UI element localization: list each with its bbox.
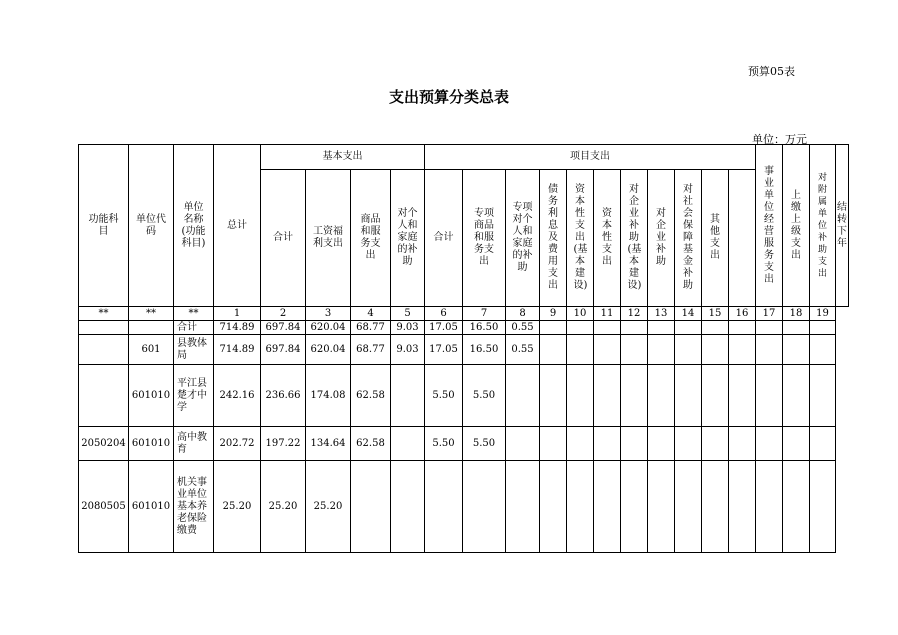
cell-special-personal: 0.55 bbox=[506, 335, 540, 365]
table-row bbox=[79, 461, 849, 553]
cell-empty bbox=[810, 461, 836, 553]
cell-wage: 620.04 bbox=[306, 321, 351, 335]
table-row bbox=[79, 321, 849, 335]
cell-name: 县教体局 bbox=[174, 335, 214, 365]
cell-empty bbox=[783, 427, 810, 461]
cell-empty bbox=[783, 321, 810, 335]
cell-total: 714.89 bbox=[214, 335, 261, 365]
cell-special-personal: 0.55 bbox=[506, 321, 540, 335]
cell-empty bbox=[540, 365, 567, 427]
cell-empty bbox=[594, 365, 621, 427]
cell-func bbox=[79, 365, 129, 427]
cell-empty bbox=[540, 427, 567, 461]
index-cell: 7 bbox=[463, 307, 506, 321]
cell-total: 714.89 bbox=[214, 321, 261, 335]
cell-name: 平江县楚才中学 bbox=[174, 365, 214, 427]
cell-proj-sum: 5.50 bbox=[425, 427, 463, 461]
index-cell: ** bbox=[129, 307, 174, 321]
cell-code: 601010 bbox=[129, 365, 174, 427]
index-cell: 18 bbox=[783, 307, 810, 321]
cell-personal bbox=[391, 427, 425, 461]
cell-empty bbox=[675, 461, 702, 553]
index-cell: 11 bbox=[594, 307, 621, 321]
cell-empty bbox=[621, 461, 648, 553]
cell-special-goods: 5.50 bbox=[463, 427, 506, 461]
cell-empty bbox=[567, 365, 594, 427]
cell-empty bbox=[621, 365, 648, 427]
cell-proj-sum: 17.05 bbox=[425, 321, 463, 335]
header-basic-sum: 合计 bbox=[261, 170, 306, 307]
cell-goods bbox=[351, 461, 391, 553]
index-cell: 1 bbox=[214, 307, 261, 321]
header-special-goods: 专项商品和服务支出 bbox=[463, 170, 506, 307]
cell-empty bbox=[729, 365, 756, 427]
cell-empty bbox=[810, 427, 836, 461]
cell-empty bbox=[648, 365, 675, 427]
cell-empty bbox=[675, 335, 702, 365]
cell-total: 242.16 bbox=[214, 365, 261, 427]
header-unit-name: 单位名称(功能科目) bbox=[174, 145, 214, 307]
header-carryover: 结转下年 bbox=[836, 145, 849, 307]
page-title: 支出预算分类总表 bbox=[388, 88, 509, 106]
cell-empty bbox=[648, 335, 675, 365]
cell-empty bbox=[648, 427, 675, 461]
cell-special-personal bbox=[506, 427, 540, 461]
cell-code bbox=[129, 321, 174, 335]
cell-empty bbox=[756, 321, 783, 335]
header-basic: 基本支出 bbox=[261, 145, 425, 170]
cell-empty bbox=[729, 461, 756, 553]
cell-empty bbox=[567, 321, 594, 335]
cell-empty bbox=[648, 461, 675, 553]
cell-proj-sum: 5.50 bbox=[425, 365, 463, 427]
cell-personal bbox=[391, 365, 425, 427]
cell-empty bbox=[540, 461, 567, 553]
cell-basic-sum: 697.84 bbox=[261, 335, 306, 365]
header-total: 总计 bbox=[214, 145, 261, 307]
index-cell: 6 bbox=[425, 307, 463, 321]
index-cell: 12 bbox=[621, 307, 648, 321]
index-cell: ** bbox=[79, 307, 129, 321]
header-public-service: 事业单位经营服务支出 bbox=[756, 145, 783, 307]
cell-name: 机关事业单位基本养老保险缴费 bbox=[174, 461, 214, 553]
cell-empty bbox=[810, 335, 836, 365]
cell-basic-sum: 236.66 bbox=[261, 365, 306, 427]
cell-code: 601 bbox=[129, 335, 174, 365]
cell-wage: 134.64 bbox=[306, 427, 351, 461]
cell-name: 高中教育 bbox=[174, 427, 214, 461]
cell-wage: 25.20 bbox=[306, 461, 351, 553]
cell-empty bbox=[540, 321, 567, 335]
header-proj-sum: 合计 bbox=[425, 170, 463, 307]
cell-empty bbox=[594, 461, 621, 553]
cell-wage: 174.08 bbox=[306, 365, 351, 427]
header-affiliated: 对附属单位补助支出 bbox=[810, 145, 836, 307]
cell-special-goods: 5.50 bbox=[463, 365, 506, 427]
header-func-subject: 功能科目 bbox=[79, 145, 129, 307]
cell-func: 2080505 bbox=[79, 461, 129, 553]
cell-total: 25.20 bbox=[214, 461, 261, 553]
cell-empty bbox=[594, 321, 621, 335]
header-capital-basic: 资本性支出(基本建设) bbox=[567, 170, 594, 307]
cell-personal: 9.03 bbox=[391, 321, 425, 335]
cell-empty bbox=[810, 321, 836, 335]
index-cell: 9 bbox=[540, 307, 567, 321]
cell-empty bbox=[702, 321, 729, 335]
cell-goods: 68.77 bbox=[351, 335, 391, 365]
cell-empty bbox=[675, 365, 702, 427]
index-cell: 19 bbox=[810, 307, 836, 321]
cell-code: 601010 bbox=[129, 461, 174, 553]
cell-empty bbox=[702, 461, 729, 553]
header-upper: 上缴上级支出 bbox=[783, 145, 810, 307]
header-enterprise: 对企业补助 bbox=[648, 170, 675, 307]
cell-empty bbox=[756, 427, 783, 461]
header-social: 对社会保障基金补助 bbox=[675, 170, 702, 307]
table-row bbox=[79, 427, 849, 461]
cell-empty bbox=[756, 461, 783, 553]
budget-table bbox=[78, 144, 849, 553]
index-cell: 2 bbox=[261, 307, 306, 321]
header-unit-code: 单位代码 bbox=[129, 145, 174, 307]
cell-empty bbox=[729, 427, 756, 461]
index-cell: 17 bbox=[756, 307, 783, 321]
cell-personal: 9.03 bbox=[391, 335, 425, 365]
cell-empty bbox=[567, 461, 594, 553]
header-enterprise-basic: 对企业补助(基本建设) bbox=[621, 170, 648, 307]
cell-empty bbox=[783, 461, 810, 553]
header-debt: 债务利息及费用支出 bbox=[540, 170, 567, 307]
cell-empty bbox=[594, 427, 621, 461]
cell-empty bbox=[783, 335, 810, 365]
cell-empty bbox=[648, 321, 675, 335]
cell-empty bbox=[783, 365, 810, 427]
cell-empty bbox=[729, 321, 756, 335]
cell-personal bbox=[391, 461, 425, 553]
index-cell: 10 bbox=[567, 307, 594, 321]
cell-special-personal bbox=[506, 365, 540, 427]
header-other: 其他支出 bbox=[702, 170, 729, 307]
cell-empty bbox=[756, 335, 783, 365]
index-row bbox=[79, 307, 849, 321]
cell-empty bbox=[675, 321, 702, 335]
table-row bbox=[79, 365, 849, 427]
header-goods: 商品和服务支出 bbox=[351, 170, 391, 307]
cell-special-goods: 16.50 bbox=[463, 335, 506, 365]
cell-empty bbox=[540, 335, 567, 365]
index-cell: 15 bbox=[702, 307, 729, 321]
unit-label: 单位：万元 bbox=[752, 133, 807, 146]
cell-code: 601010 bbox=[129, 427, 174, 461]
index-cell: ** bbox=[174, 307, 214, 321]
cell-empty bbox=[594, 335, 621, 365]
header-personal: 对个人和家庭的补助 bbox=[391, 170, 425, 307]
cell-empty bbox=[729, 335, 756, 365]
cell-empty bbox=[702, 427, 729, 461]
cell-empty bbox=[756, 365, 783, 427]
cell-func bbox=[79, 321, 129, 335]
cell-wage: 620.04 bbox=[306, 335, 351, 365]
cell-empty bbox=[702, 365, 729, 427]
cell-empty bbox=[675, 427, 702, 461]
cell-total: 202.72 bbox=[214, 427, 261, 461]
table-row bbox=[79, 335, 849, 365]
cell-special-goods: 16.50 bbox=[463, 321, 506, 335]
cell-empty bbox=[621, 335, 648, 365]
cell-empty bbox=[621, 321, 648, 335]
index-cell: 8 bbox=[506, 307, 540, 321]
index-cell: 5 bbox=[391, 307, 425, 321]
cell-empty bbox=[702, 335, 729, 365]
form-number: 预算05表 bbox=[748, 65, 795, 78]
cell-goods: 68.77 bbox=[351, 321, 391, 335]
index-cell: 16 bbox=[729, 307, 756, 321]
cell-func: 2050204 bbox=[79, 427, 129, 461]
index-cell: 3 bbox=[306, 307, 351, 321]
index-cell: 13 bbox=[648, 307, 675, 321]
cell-name: 合计 bbox=[174, 321, 214, 335]
header-special-personal: 专项对个人和家庭的补助 bbox=[506, 170, 540, 307]
cell-basic-sum: 697.84 bbox=[261, 321, 306, 335]
cell-special-personal bbox=[506, 461, 540, 553]
cell-basic-sum: 25.20 bbox=[261, 461, 306, 553]
header-wage: 工资福利支出 bbox=[306, 170, 351, 307]
cell-special-goods bbox=[463, 461, 506, 553]
cell-empty bbox=[567, 335, 594, 365]
index-cell: 4 bbox=[351, 307, 391, 321]
cell-goods: 62.58 bbox=[351, 365, 391, 427]
header-capital: 资本性支出 bbox=[594, 170, 621, 307]
cell-proj-sum: 17.05 bbox=[425, 335, 463, 365]
header-project: 项目支出 bbox=[425, 145, 756, 170]
index-cell: 14 bbox=[675, 307, 702, 321]
cell-proj-sum bbox=[425, 461, 463, 553]
cell-goods: 62.58 bbox=[351, 427, 391, 461]
cell-empty bbox=[810, 365, 836, 427]
cell-basic-sum: 197.22 bbox=[261, 427, 306, 461]
cell-func bbox=[79, 335, 129, 365]
cell-empty bbox=[621, 427, 648, 461]
cell-empty bbox=[567, 427, 594, 461]
